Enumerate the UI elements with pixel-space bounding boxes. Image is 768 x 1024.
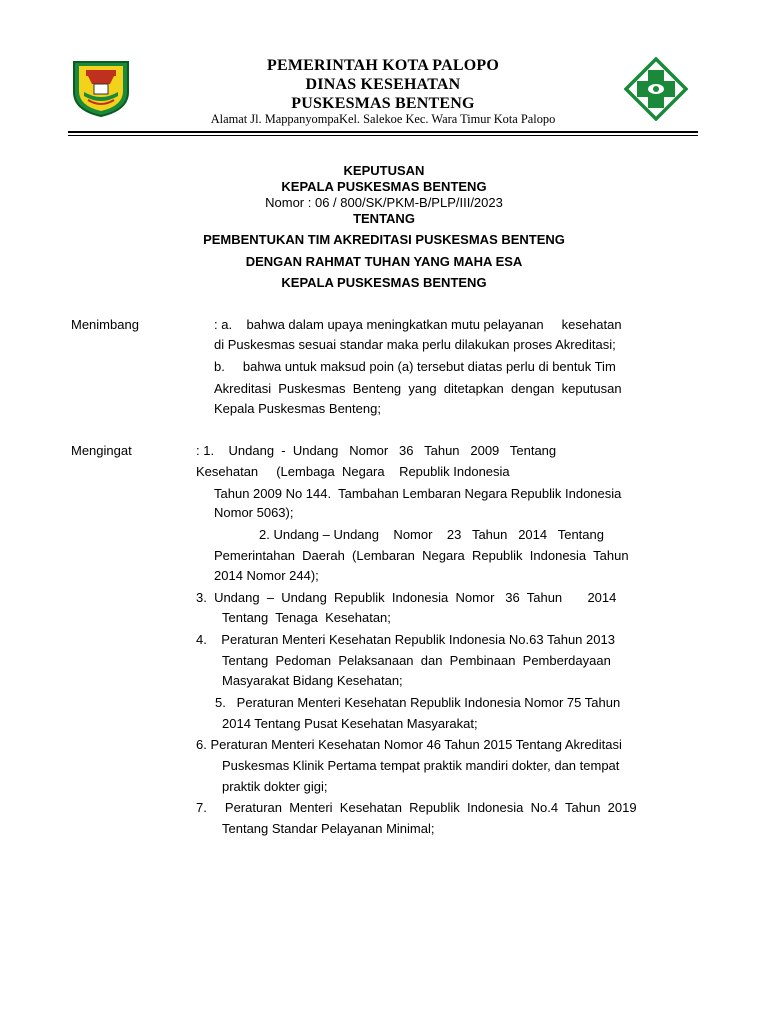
puskesmas-green-cross-icon <box>624 57 688 121</box>
mengingat-item-2-line: Pemerintahan Daerah (Lembaran Negara Republik Indonesia Tahun <box>214 548 629 563</box>
mengingat-item-4-line: Tentang Pedoman Pelaksanaan dan Pembinaan Pemberdayaan <box>222 653 611 668</box>
mengingat-item-1-line: Nomor 5063); <box>214 505 294 520</box>
menimbang-a-line: di Puskesmas sesuai standar maka perlu dilakukan proses Akreditasi; <box>214 337 616 352</box>
mengingat-item-3-line: Tentang Tenaga Kesehatan; <box>222 610 391 625</box>
menimbang-b-line: b. bahwa untuk maksud poin (a) tersebut diatas perlu di bentuk Tim <box>214 359 616 374</box>
letterhead-institution: PUSKESMAS BENTENG <box>291 95 475 112</box>
decree-issuer: KEPALA PUSKESMAS BENTENG <box>281 179 487 194</box>
menimbang-a-line: : a. bahwa dalam upaya meningkatkan mutu pelayanan kesehatan <box>214 317 622 332</box>
letterhead <box>150 56 616 126</box>
mengingat-item-6-line: 6. Peraturan Menteri Kesehatan Nomor 46 Tahun 2015 Tentang Akreditasi <box>196 737 622 752</box>
menimbang-b-line: Akreditasi Puskesmas Benteng yang ditetapkan dengan keputusan <box>214 381 622 396</box>
letterhead-rule-thick <box>68 131 698 133</box>
decree-about: TENTANG <box>353 211 415 226</box>
mengingat-item-1-line: : 1. Undang - Undang Nomor 36 Tahun 2009 Tentang <box>196 443 557 458</box>
letterhead-rule-thin <box>68 135 698 136</box>
letterhead-address: Alamat Jl. MappanyompaKel. Salekoe Kec. Wara Timur Kota Palopo <box>210 112 556 126</box>
decree-number: Nomor : 06 / 800/SK/PKM-B/PLP/III/2023 <box>265 195 503 210</box>
mengingat-item-1-line: Tahun 2009 No 144. Tambahan Lembaran Negara Republik Indonesia <box>214 486 622 501</box>
mengingat-item-7-line: Tentang Standar Pelayanan Minimal; <box>222 821 435 836</box>
mengingat-item-3-line: 3. Undang – Undang Republik Indonesia Nomor 36 Tahun 2014 <box>196 590 617 605</box>
palopo-city-emblem-icon <box>66 58 136 118</box>
mengingat-item-5-line: 5. Peraturan Menteri Kesehatan Republik Indonesia Nomor 75 Tahun <box>215 695 621 710</box>
mengingat-item-2-line: 2. Undang – Undang Nomor 23 Tahun 2014 Tentang <box>259 527 604 542</box>
decree-subject: PEMBENTUKAN TIM AKREDITASI PUSKESMAS BENTENG <box>203 232 565 247</box>
mengingat-item-6-line: praktik dokter gigi; <box>222 779 328 794</box>
menimbang-b-line: Kepala Puskesmas Benteng; <box>214 401 381 416</box>
mengingat-item-4-line: Masyarakat Bidang Kesehatan; <box>222 673 403 688</box>
letterhead-government: PEMERINTAH KOTA PALOPO <box>267 57 499 74</box>
mengingat-item-6-line: Puskesmas Klinik Pertama tempat praktik mandiri dokter, dan tempat <box>222 758 620 773</box>
mengingat-item-7-line: 7. Peraturan Menteri Kesehatan Republik Indonesia No.4 Tahun 2019 <box>196 800 637 815</box>
mengingat-item-5-line: 2014 Tentang Pusat Kesehatan Masyarakat; <box>222 716 478 731</box>
mengingat-label: Mengingat <box>71 443 132 458</box>
mengingat-item-2-line: 2014 Nomor 244); <box>214 568 319 583</box>
decree-issuer-repeat: KEPALA PUSKESMAS BENTENG <box>281 275 487 290</box>
decree-blessing: DENGAN RAHMAT TUHAN YANG MAHA ESA <box>245 254 523 269</box>
letterhead-department: DINAS KESEHATAN <box>305 76 461 93</box>
mengingat-item-1-line: Kesehatan (Lembaga Negara Republik Indonesia <box>196 464 510 479</box>
menimbang-label: Menimbang <box>71 317 139 332</box>
mengingat-item-4-line: 4. Peraturan Menteri Kesehatan Republik Indonesia No.63 Tahun 2013 <box>196 632 615 647</box>
decree-type: KEPUTUSAN <box>343 163 425 178</box>
